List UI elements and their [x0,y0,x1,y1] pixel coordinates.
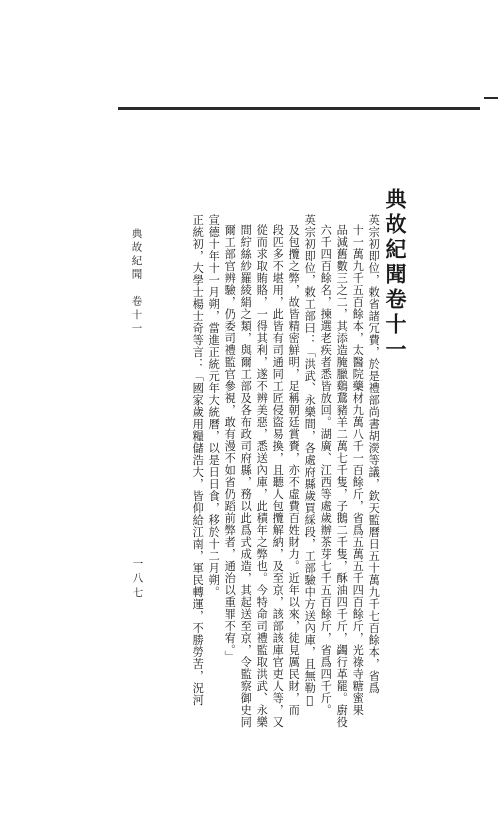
text-column: 及包攬之弊，故皆精密鮮明，足稱朝廷賞賚，亦不虛費百姓財力。近年以來，徒見厲民財，而 [287,224,301,716]
text-column: 宣德十年十一月朔，當進正統元年大統曆，以是日日食，移於十二月朔。 [207,214,221,598]
text-column: 十一萬九千五百餘本，太醫院藥材九萬八千一百餘斤，省爲五萬五千四百餘斤，光祿寺糖蜜果 [351,224,365,716]
page-number: 一八七 [131,558,144,602]
text-column: 六千四百餘名，揀選老疾者悉皆放回。湖廣、江西等處歲辦茶芽七千五百餘斤，省爲四千斤。 [319,224,333,716]
page-corner-mark [484,97,498,99]
text-column: 英宗初即位，敕省諸冗費，於是禮部尚書胡濙等議，欽天監曆日五十萬九千七百餘本，省爲 [367,214,381,694]
text-column: 正統初，大學士楊士奇等言：「國家歲用糧儲浩大，皆仰給江南，軍民轉運，不勝勞苦，況河 [191,214,205,706]
chapter-title: 典故紀聞卷十一 [383,188,408,363]
top-rule [118,107,480,110]
text-column: 英宗初即位，敕工部曰：「洪武、永樂間，各處府縣歲買綵段，工部驗中方送內庫，且無勒𢌲 [303,214,317,708]
text-column: 間紵絲紗羅綾絹之類，與爾工部及各布政司府縣，務以此爲式成造，其起送至京，令監察御史同 [239,224,253,728]
text-column: 品減舊數三之二，其添造腌臘鷄鵞豬羊二萬七千隻，子鵝二千隻，酥油四千斤，蠲行革罷。廚役 [335,224,349,728]
text-column: 從而求取賄賂，一得其利，遂不辨美惡，悉送內庫，此積年之弊也。今特命司禮監取洪武、永樂 [255,224,269,728]
text-column: 爾工部官辨驗，仍委司禮監官參視，敢有漫不如省仍蹈前弊者，通治以重罪不宥。」 [223,224,237,663]
text-column: 段匹多不堪用，此皆有司通同工匠侵盜易換，且聽人包攬解納，及至京，該部該庫官吏人等，又 [271,224,285,728]
running-header: 典故紀聞 卷十一 [130,228,143,336]
